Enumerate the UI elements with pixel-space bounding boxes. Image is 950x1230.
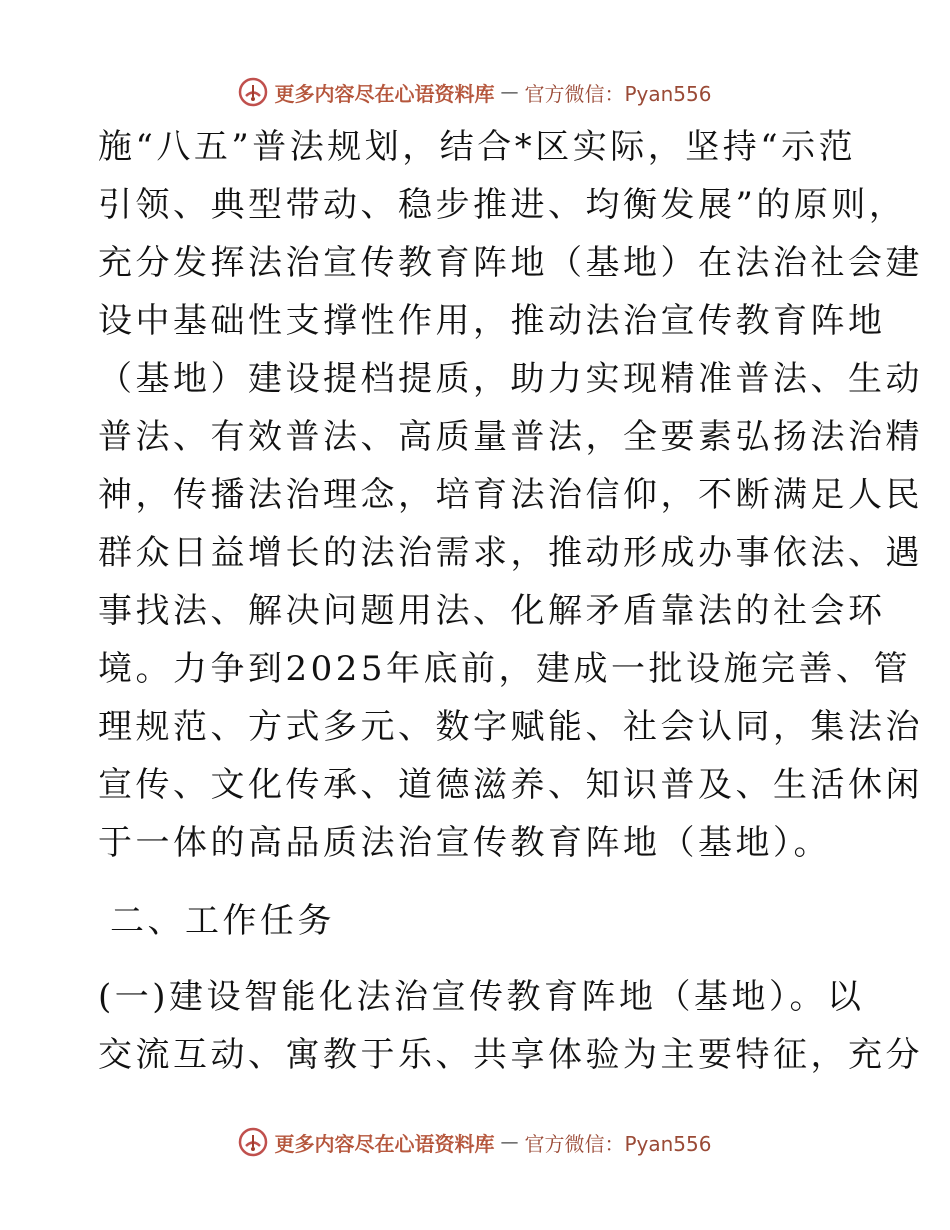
watermark-contact: 官方微信：Pyan556 xyxy=(524,81,712,106)
paragraph-1 xyxy=(98,118,923,872)
watermark-header xyxy=(0,72,950,112)
text-line: 引领、典型带动、稳步推进、均衡发展”的原则， xyxy=(98,185,907,225)
watermark-brand: 更多内容尽在心语资料库 xyxy=(274,1131,495,1156)
text-line: 交流互动、寓教于乐、共享体验为主要特征，充分 xyxy=(98,1035,923,1075)
paragraph-2 xyxy=(98,968,923,1084)
text-line: 普法、有效普法、高质量普法，全要素弘扬法治精 xyxy=(98,417,923,457)
watermark-separator: — xyxy=(500,81,519,103)
text-line: 充分发挥法治宣传教育阵地（基地）在法治社会建 xyxy=(98,243,923,283)
text-line: 理规范、方式多元、数字赋能、社会认同，集法治 xyxy=(98,707,923,747)
book-logo-icon xyxy=(238,77,268,107)
text-line: 神，传播法治理念，培育法治信仰，不断满足人民 xyxy=(98,475,923,515)
text-line: 事找法、解决问题用法、化解矛盾靠法的社会环 xyxy=(98,591,886,631)
watermark-separator: — xyxy=(500,1131,519,1153)
text-line: 境。力争到2025年底前，建成一批设施完善、管 xyxy=(98,649,912,689)
book-logo-icon xyxy=(238,1127,268,1157)
text-line: 施“八五”普法规划，结合*区实际，坚持“示范 xyxy=(98,127,857,167)
watermark-brand: 更多内容尽在心语资料库 xyxy=(274,81,495,106)
watermark-footer xyxy=(0,1122,950,1162)
text-line: 群众日益增长的法治需求，推动形成办事依法、遇 xyxy=(98,533,923,573)
text-line: （基地）建设提档提质，助力实现精准普法、生动 xyxy=(98,359,923,399)
section-heading: 二、工作任务 xyxy=(110,901,335,941)
text-line: (一)建设智能化法治宣传教育阵地（基地）。以 xyxy=(98,977,865,1017)
text-line: 设中基础性支撑性作用，推动法治宣传教育阵地 xyxy=(98,301,886,341)
watermark-contact: 官方微信：Pyan556 xyxy=(524,1131,712,1156)
text-line: 于一体的高品质法治宣传教育阵地（基地）。 xyxy=(98,823,831,863)
text-line: 宣传、文化传承、道德滋养、知识普及、生活休闲 xyxy=(98,765,923,805)
